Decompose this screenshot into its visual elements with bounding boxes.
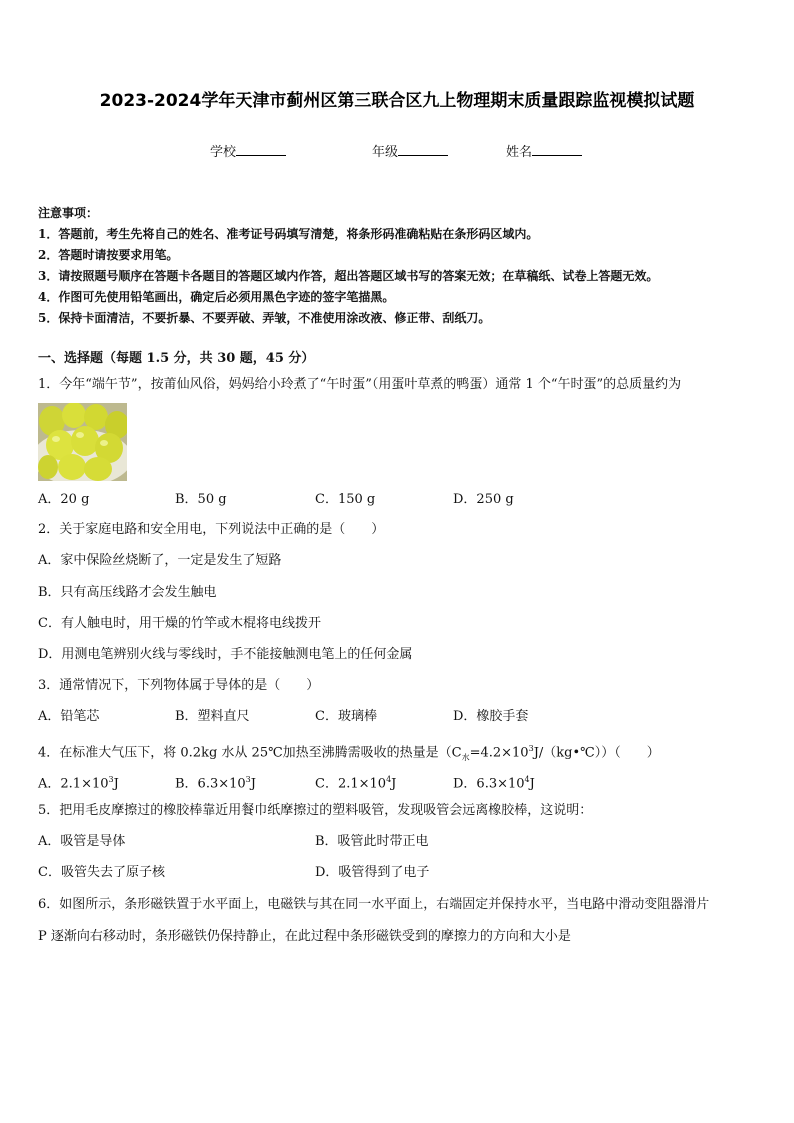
q5-option-b: B．吸管此时带正电 [315,834,429,849]
q1-option-b: B．50 g [175,492,227,507]
eggs-illustration [38,403,127,481]
q4-stem-part: 4．在标准大气压下，将 0.2kg 水从 25℃加热至沸腾需吸收的热量是（C [38,745,462,761]
q4-option-a [38,771,119,793]
school-label: 学校 [210,145,237,160]
student-info-row [0,141,794,161]
q1-option-c: C．150 g [315,492,376,507]
q4-a-base: A．2.1×10 [38,776,109,792]
name-field[interactable] [506,141,582,160]
q2-option-b: B．只有高压线路才会发生触电 [38,585,217,600]
school-field[interactable] [210,141,286,160]
question-2-stem: 2．关于家庭电路和安全用电，下列说法中正确的是（ ） [38,522,385,537]
name-blank[interactable] [532,143,582,156]
grade-field[interactable] [372,141,448,160]
q4-b-base: B．6.3×10 [175,776,246,792]
q4-c-unit: J [391,776,397,792]
q4-d-unit: J [529,776,535,792]
note-item: 5．保持卡面清洁，不要折暴、不要弄破、弄皱，不准使用涂改液、修正带、刮纸刀。 [38,311,491,325]
q3-option-b: B．塑料直尺 [175,709,250,724]
q4-stem-part: =4.2×10 [469,745,529,761]
q2-option-d: D．用测电笔辨别火线与零线时，手不能接触测电笔上的任何金属 [38,647,413,662]
q4-option-d [453,771,535,793]
note-item: 2．答题时请按要求用笔。 [38,248,179,262]
q2-option-a: A．家中保险丝烧断了，一定是发生了短路 [38,553,282,568]
school-blank[interactable] [236,143,286,156]
notes-block [38,203,768,329]
q5-option-a: A．吸管是导体 [38,834,126,849]
q3-option-d: D．橡胶手套 [453,709,529,724]
q4-option-c [315,771,396,793]
q4-c-exp: 4 [386,775,392,784]
question-4-stem [38,740,660,767]
q5-option-c: C．吸管失去了原子核 [38,865,165,880]
q3-option-a: A．铅笔芯 [38,709,100,724]
q4-d-base: D．6.3×10 [453,776,525,792]
name-label: 姓名 [506,145,533,160]
q1-option-a: A．20 g [38,492,90,507]
question-1-stem: 1．今年“端午节”，按莆仙风俗，妈妈给小玲煮了“午时蛋”（用蛋叶草煮的鸭蛋）通常 1 个“午时蛋”的总质量约为 [38,377,682,392]
q4-stem-part: J/（kg•℃））（ ） [533,745,660,761]
q1-option-d: D．250 g [453,492,514,507]
q4-b-exp: 3 [245,775,251,784]
section-heading: 一、选择题（每题 1.5 分，共 30 题，45 分） [38,351,315,366]
exam-title: 2023-2024学年天津市蓟州区第三联合区九上物理期末质量跟踪监视模拟试题 [99,91,695,111]
q5-option-d: D．吸管得到了电子 [315,865,430,880]
grade-label: 年级 [372,145,399,160]
q4-a-unit: J [113,776,119,792]
question-3-stem: 3．通常情况下，下列物体属于导体的是（ ） [38,678,320,693]
question-6-stem-line1: 6．如图所示，条形磁铁置于水平面上，电磁铁与其在同一水平面上，右端固定并保持水平，当电路中滑动变阻器滑片 [38,897,710,912]
q4-d-exp: 4 [524,775,530,784]
q4-stem-sup: 3 [528,744,534,753]
note-item: 1．答题前，考生先将自己的姓名、准考证号码填写清楚，将条形码准确粘贴在条形码区域内。 [38,227,539,241]
grade-blank[interactable] [398,143,448,156]
q4-stem-sub: 水 [461,752,470,762]
q4-c-base: C．2.1×10 [315,776,387,792]
note-item: 4．作图可先使用铅笔画出，确定后必须用黑色字迹的签字笔描黑。 [38,290,395,304]
q2-option-c: C．有人触电时，用干燥的竹竿或木棍将电线拨开 [38,616,321,631]
question-6-stem-line2: P 逐渐向右移动时，条形磁铁仍保持静止，在此过程中条形磁铁受到的摩擦力的方向和大小是 [38,929,571,944]
q4-option-b [175,771,256,793]
question-5-stem: 5．把用毛皮摩擦过的橡胶棒靠近用餐巾纸摩擦过的塑料吸管，发现吸管会远离橡胶棒，这说明： [38,803,593,818]
note-item: 3．请按照题号顺序在答题卡各题目的答题区域内作答，超出答题区域书写的答案无效；在草稿纸、试卷上答题无效。 [38,269,659,283]
q4-b-unit: J [250,776,256,792]
q4-a-exp: 3 [108,775,114,784]
notes-heading: 注意事项： [38,206,99,220]
q3-option-c: C．玻璃棒 [315,709,377,724]
eggs-photo [38,403,127,481]
